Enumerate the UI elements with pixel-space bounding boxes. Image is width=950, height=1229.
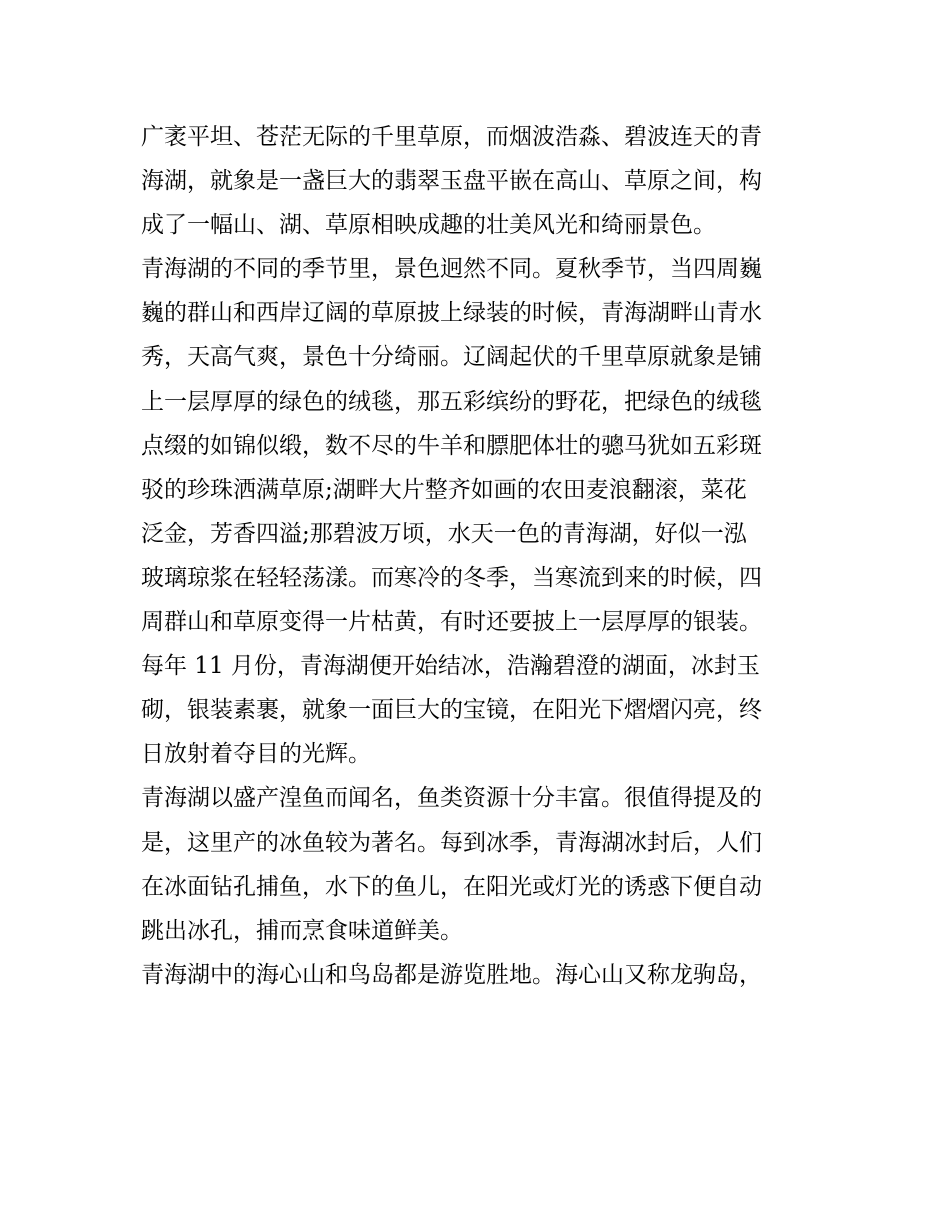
text-line: 泛金，芳香四溢;那碧波万顷，水天一色的青海湖，好似一泓: [141, 520, 747, 547]
text-line: 上一层厚厚的绿色的绒毯，那五彩缤纷的野花，把绿色的绒毯: [141, 388, 762, 415]
body-text: [141, 115, 821, 997]
text-line: 是，这里产的冰鱼较为著名。每到冰季，青海湖冰封后，人们: [141, 829, 762, 856]
text-line: 驳的珍珠洒满草原;湖畔大片整齐如画的农田麦浪翻滚，菜花: [141, 476, 747, 503]
text-line: 周群山和草原变得一片枯黄，有时还要披上一层厚厚的银装。: [141, 609, 762, 636]
text-line: 跳出冰孔，捕而烹食味道鲜美。: [141, 917, 463, 944]
text-line: 砌，银装素裹，就象一面巨大的宝镜，在阳光下熠熠闪亮，终: [141, 697, 762, 724]
text-line: 海湖，就象是一盏巨大的翡翠玉盘平嵌在高山、草原之间，构: [141, 168, 762, 195]
text-line: 巍的群山和西岸辽阔的草原披上绿装的时候，青海湖畔山青水: [141, 300, 762, 327]
text-line: 每年 11 月份，青海湖便开始结冰，浩瀚碧澄的湖面，冰封玉: [141, 653, 760, 680]
text-line: 青海湖以盛产湟鱼而闻名，鱼类资源十分丰富。很值得提及的: [141, 785, 762, 812]
text-line: 青海湖的不同的季节里，景色迥然不同。夏秋季节，当四周巍: [141, 256, 762, 283]
text-line: 秀，天高气爽，景色十分绮丽。辽阔起伏的千里草原就象是铺: [141, 344, 762, 371]
text-line: 广袤平坦、苍茫无际的千里草原，而烟波浩淼、碧波连天的青: [141, 124, 762, 150]
text-line: 日放射着夺目的光辉。: [141, 741, 371, 768]
text-line: 青海湖中的海心山和鸟岛都是游览胜地。海心山又称龙驹岛，: [141, 961, 762, 988]
text-line: 玻璃琼浆在轻轻荡漾。而寒冷的冬季，当寒流到来的时候，四: [141, 564, 762, 591]
text-line: 点缀的如锦似缎，数不尽的牛羊和膘肥体壮的骢马犹如五彩斑: [141, 432, 762, 459]
text-line: 成了一幅山、湖、草原相映成趣的壮美风光和绮丽景色。: [141, 212, 716, 239]
text-line: 在冰面钻孔捕鱼，水下的鱼儿，在阳光或灯光的诱惑下便自动: [141, 873, 762, 900]
